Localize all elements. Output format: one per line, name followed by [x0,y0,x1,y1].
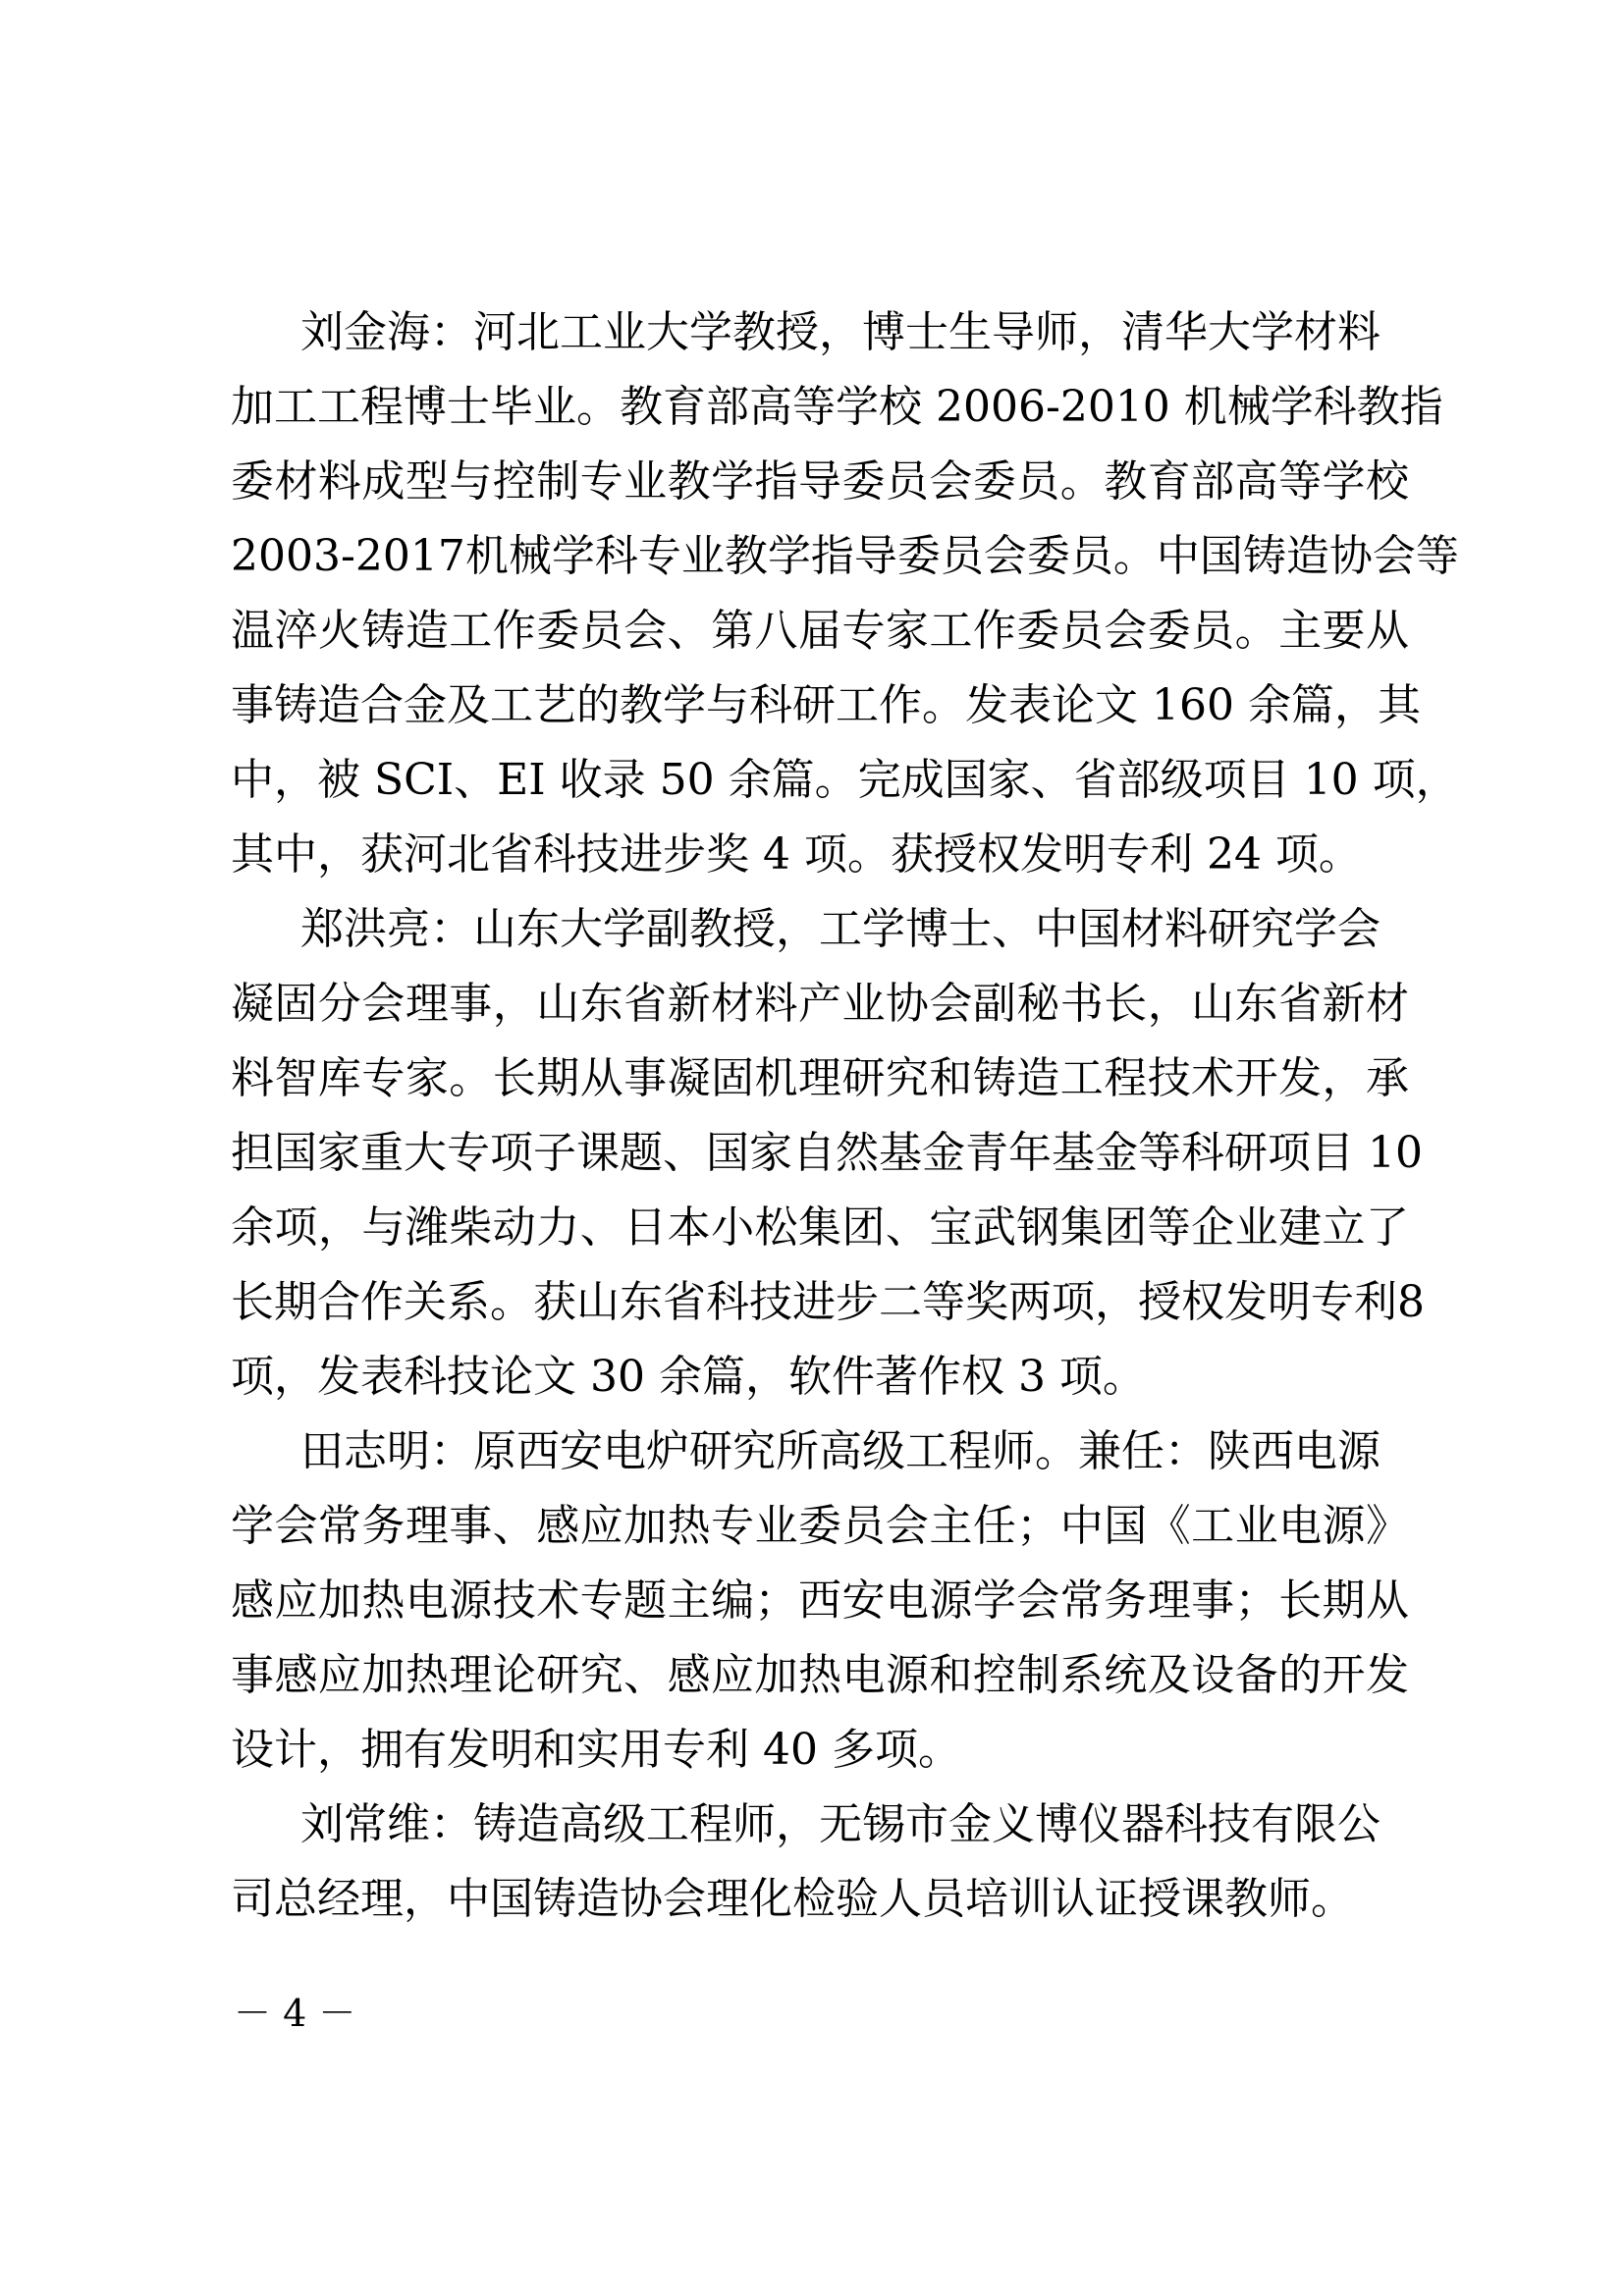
text-line: 2003-2017机械学科专业教学指导委员会委员。中国铸造协会等 [231,531,1459,581]
text-line: 加工工程博士毕业。教育部高等学校 2006-2010 机械学科教指 [231,382,1443,432]
text-line: 事感应加热理论研究、感应加热电源和控制系统及设备的开发 [231,1650,1409,1700]
text-line: 凝固分会理事，山东省新材料产业协会副秘书长，山东省新材 [231,979,1409,1029]
text-line: 刘常维：铸造高级工程师，无锡市金义博仪器科技有限公 [300,1799,1380,1849]
page-number: － 4 － [234,1992,356,2035]
text-line: 田志明：原西安电炉研究所高级工程师。兼任：陕西电源 [300,1426,1380,1476]
text-line: 项，发表科技论文 30 余篇，软件著作权 3 项。 [231,1352,1146,1402]
text-line: 余项，与潍柴动力、日本小松集团、宝武钢集团等企业建立了 [231,1202,1409,1253]
text-line: 温淬火铸造工作委员会、第八届专家工作委员会委员。主要从 [231,606,1409,656]
text-line: 刘金海：河北工业大学教授，博士生导师，清华大学材料 [300,307,1380,357]
text-line: 其中，获河北省科技进步奖 4 项。获授权发明专利 24 项。 [231,829,1362,880]
text-line: 设计，拥有发明和实用专利 40 多项。 [231,1725,961,1775]
text-line: 长期合作关系。获山东省科技进步二等奖两项，授权发明专利8 [231,1277,1425,1327]
text-line: 担国家重大专项子课题、国家自然基金青年基金等科研项目 10 [231,1128,1423,1178]
text-line: 中，被 SCI、EI 收录 50 余篇。完成国家、省部级项目 10 项， [231,755,1459,805]
text-line: 感应加热电源技术专题主编；西安电源学会常务理事；长期从 [231,1575,1409,1626]
text-line: 学会常务理事、感应加热专业委员会主任；中国《工业电源》 [231,1501,1409,1551]
text-line: 事铸造合金及工艺的教学与科研工作。发表论文 160 余篇，其 [231,680,1421,730]
text-line: 郑洪亮：山东大学副教授，工学博士、中国材料研究学会 [300,904,1380,954]
text-line: 料智库专家。长期从事凝固机理研究和铸造工程技术开发，承 [231,1053,1409,1103]
text-line: 司总经理，中国铸造协会理化检验人员培训认证授课教师。 [231,1874,1354,1924]
text-line: 委材料成型与控制专业教学指导委员会委员。教育部高等学校 [231,456,1409,507]
